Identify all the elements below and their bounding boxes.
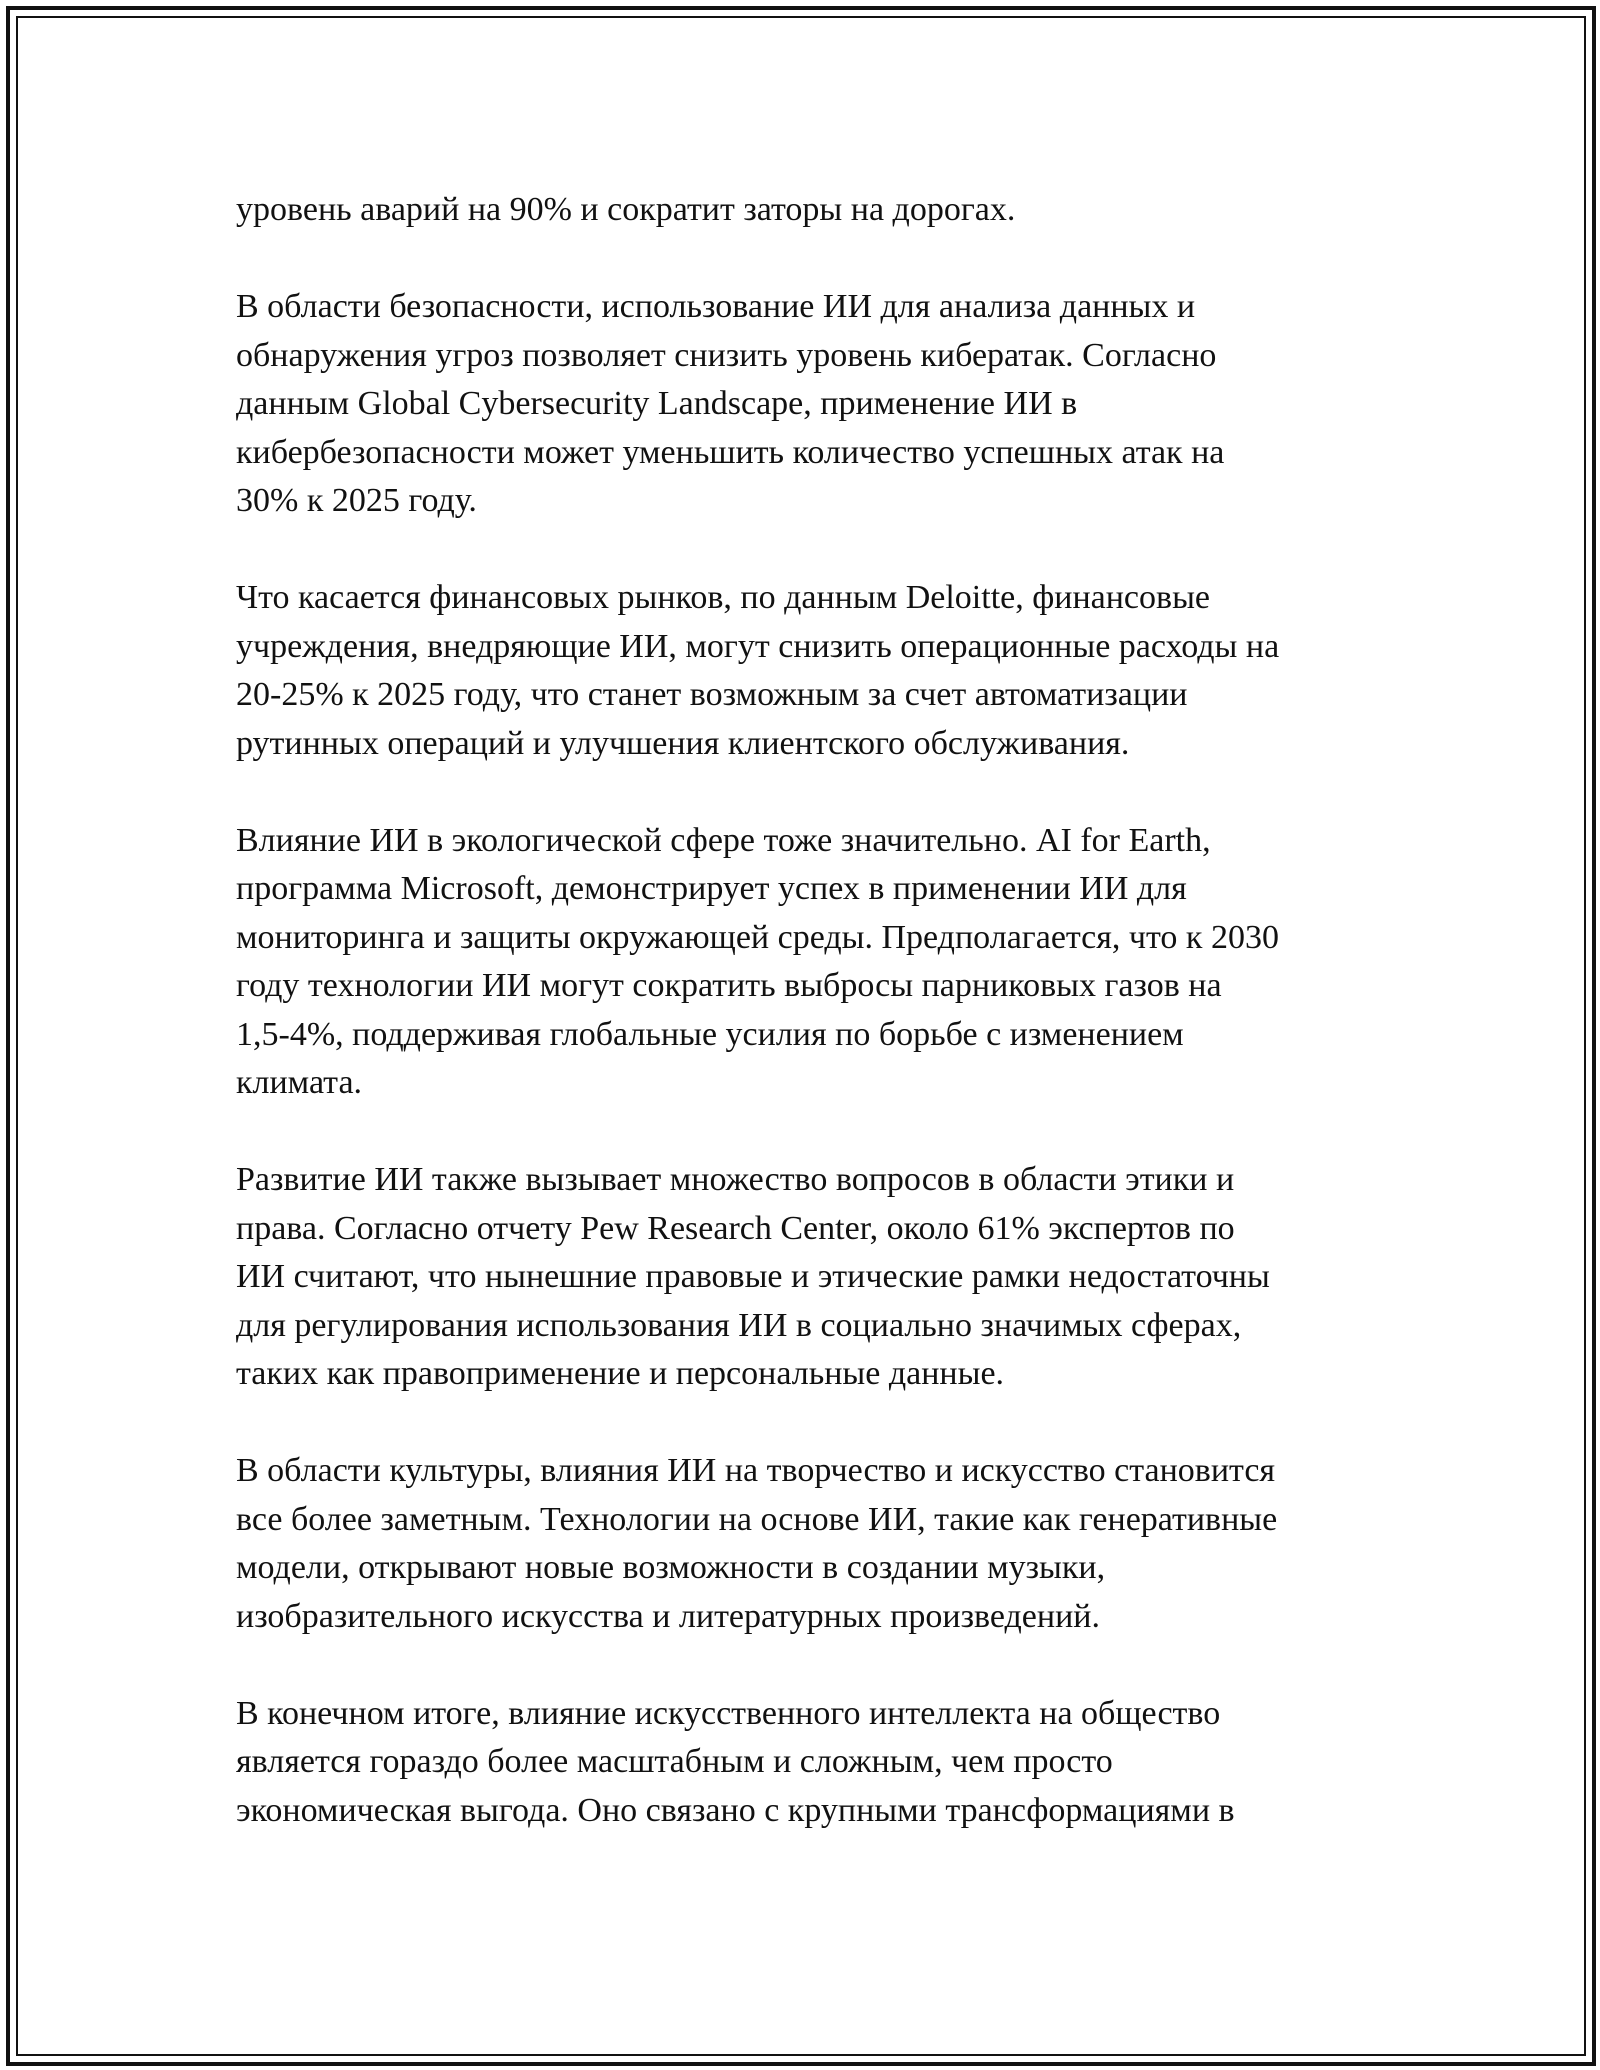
paragraph-7: В конечном итоге, влияние искусственного интеллекта на общество является гораздо более масштабным и сложным, чем просто экономическая выгода. Оно связано с крупными трансформациями в [236,1694,1235,1829]
document-body [236,186,1366,1835]
paragraph-6: В области культуры, влияния ИИ на творчество и искусство становится все более заметным. Технологии на основе ИИ, такие как генеративные модели, открывают новые возможности в создании музыки, изобразительного искусства и литературных произведений. [236,1452,1278,1635]
paragraph-5: Развитие ИИ также вызывает множество вопросов в области этики и права. Согласно отчету Pew Research Center, около 61% экспертов по ИИ считают, что нынешние правовые и этические рамки недостаточны для регулирования использования ИИ в социально значимых сферах, таких как правоприменение и персональные данные. [236,1161,1270,1392]
paragraph-1: уровень аварий на 90% и сократит заторы на дорогах. [236,191,1016,228]
paragraph-3: Что касается финансовых рынков, по данным Deloitte, финансовые учреждения, внедряющие ИИ, могут снизить операционные расходы на 20-25% к 2025 году, что станет возможным за счет автоматизации рутинных операций и улучшения клиентского обслуживания. [236,579,1280,762]
paragraph-4: Влияние ИИ в экологической сфере тоже значительно. AI for Earth, программа Microsoft, демонстрирует успех в применении ИИ для мониторинга и защиты окружающей среды. Предполагается, что к 2030 году технологии ИИ могут сократить выбросы парниковых газов на 1,5-4%, поддерживая глобальные усилия по борьбе с изменением климата. [236,821,1279,1101]
paragraph-2: В области безопасности, использование ИИ для анализа данных и обнаружения угроз позволяет снизить уровень кибератак. Согласно данным Global Cybersecurity Landscape, применение ИИ в кибербезопасности может уменьшить количество успешных атак на 30% к 2025 году. [236,288,1225,519]
